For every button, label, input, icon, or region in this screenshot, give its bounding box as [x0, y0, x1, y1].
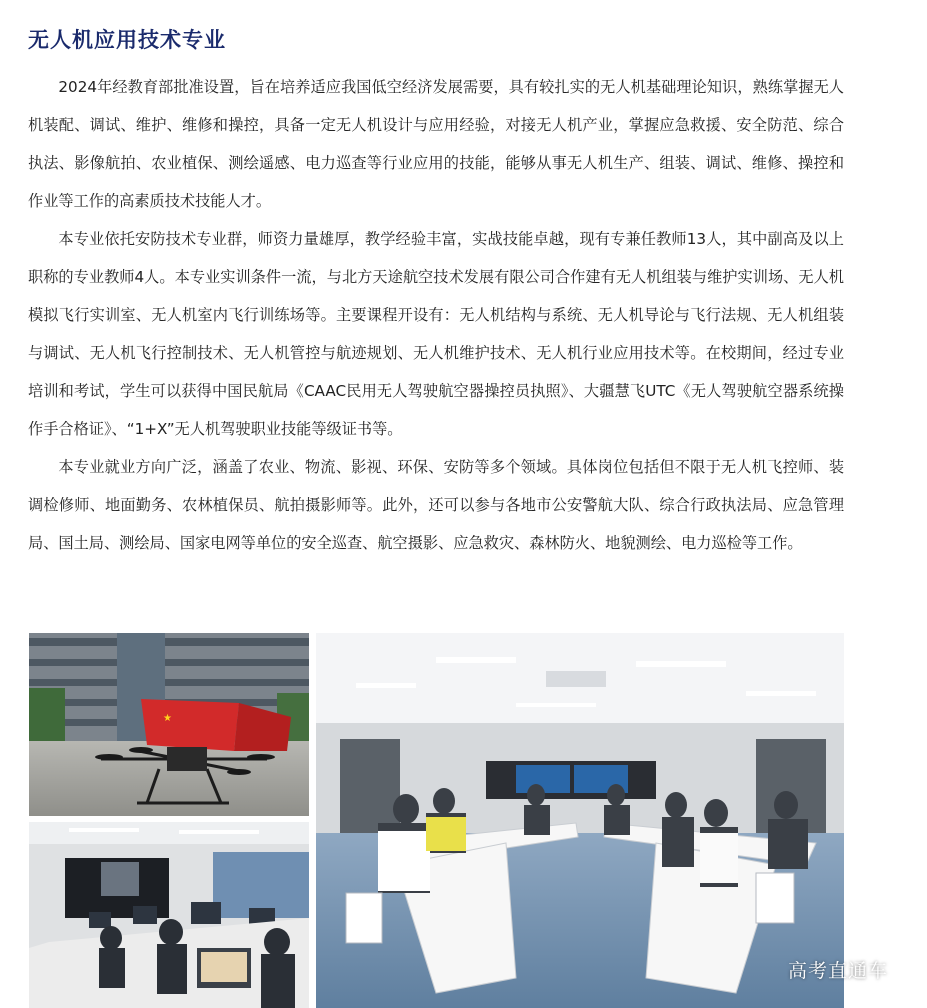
page-title: 无人机应用技术专业 — [28, 28, 226, 52]
paragraph-intro: 2024年经教育部批准设置，旨在培养适应我国低空经济发展需要，具有较扎实的无人机基础理论知识，熟练掌握无人机装配、调试、维护、维修和操控，具备一定无人机设计与应用经验，对接无人机产业，掌握应急救援、安全防范、综合执法、影像航拍、农业植保、测绘遥感、电力巡查等行业应用的技能，能够从事无人机生产、组装、调试、维修、操控和作业等工作的高素质技术技能人才。 — [28, 78, 844, 210]
watermark-text: 高考直通车 — [788, 960, 889, 982]
paragraph-careers: 本专业就业方向广泛，涵盖了农业、物流、影视、环保、安防等多个领域。具体岗位包括但不限于无人机飞控师、装调检修师、地面勤务、农林植保员、航拍摄影师等。此外，还可以参与各地市公安警航大队、综合行政执法局、应急管理局、国土局、测绘局、国家电网等单位的安全巡查、航空摄影、应急救灾、森林防火、地貌测绘、电力巡检等工作。 — [28, 458, 844, 552]
article-body — [28, 68, 844, 562]
meeting-room-photo — [316, 633, 844, 1008]
paragraph-faculty: 本专业依托安防技术专业群，师资力量雄厚，教学经验丰富，实战技能卓越，现有专兼任教师13人，其中副高及以上职称的专业教师4人。本专业实训条件一流，与北方天途航空技术发展有限公司合作建有无人机组装与维护实训场、无人机模拟飞行实训室、无人机室内飞行训练场等。主要课程开设有：无人机结构与系统、无人机导论与飞行法规、无人机组装与调试、无人机飞行控制技术、无人机管控与航迹规划、无人机维护技术、无人机行业应用技术等。在校期间，经过专业培训和考试，学生可以获得中国民航局《CAAC民用无人驾驶航空器操控员执照》、大疆慧飞UTC《无人驾驶航空器系统操作手合格证》、“1+X”无人机驾驶职业技能等级证书等。 — [28, 230, 844, 438]
drone-outdoor-photo — [29, 633, 309, 816]
svg-text:★: ★ — [163, 713, 172, 724]
simulation-lab-photo — [29, 822, 309, 1008]
